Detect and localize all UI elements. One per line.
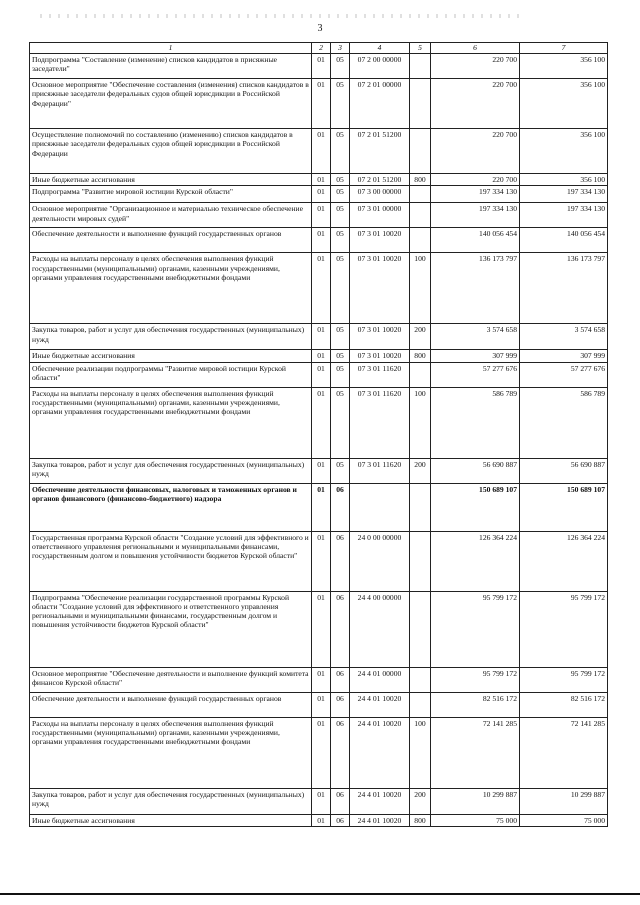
row-expense-type-code [410,483,431,531]
row-amount-year-2: 82 516 172 [520,692,608,717]
row-section-code: 01 [312,174,331,186]
row-subsection-code: 06 [331,531,350,591]
row-subsection-code: 06 [331,591,350,667]
row-target-item-code: 07 3 01 10020 [350,228,410,253]
row-amount-year-1: 82 516 172 [431,692,520,717]
row-section-code: 01 [312,692,331,717]
row-expense-type-code [410,79,431,129]
column-number: 2 [312,43,331,54]
table-row [30,186,608,203]
row-name: Иные бюджетные ассигнования [30,350,312,362]
row-target-item-code: 07 3 01 11620 [350,387,410,458]
row-subsection-code: 05 [331,79,350,129]
row-amount-year-2: 356 100 [520,79,608,129]
row-amount-year-2: 57 277 676 [520,362,608,387]
row-name: Расходы на выплаты персоналу в целях обеспечения выполнения функций государственными (муниципальными) органами, казенными учреждениями, органами управления государственными внебюджетными фондами [30,387,312,458]
row-target-item-code: 24 4 01 10020 [350,692,410,717]
row-name: Расходы на выплаты персоналу в целях обеспечения выполнения функций государственными (муниципальными) органами, казенными учреждениями, органами управления государственными внебюджетными фондами [30,253,312,324]
row-expense-type-code [410,667,431,692]
row-name: Иные бюджетные ассигнования [30,174,312,186]
row-expense-type-code [410,129,431,174]
row-name: Обеспечение реализации подпрограммы "Развитие мировой юстиции Курской области" [30,362,312,387]
table-row [30,350,608,362]
row-section-code: 01 [312,788,331,814]
row-amount-year-2: 140 056 454 [520,228,608,253]
table-row [30,324,608,350]
row-expense-type-code: 800 [410,350,431,362]
row-subsection-code: 05 [331,253,350,324]
row-target-item-code: 07 3 01 10020 [350,350,410,362]
row-expense-type-code [410,692,431,717]
row-section-code: 01 [312,814,331,826]
row-section-code: 01 [312,483,331,531]
row-name: Закупка товаров, работ и услуг для обеспечения государственных (муниципальных) нужд [30,788,312,814]
row-target-item-code: 24 4 01 00000 [350,667,410,692]
table-row [30,667,608,692]
row-subsection-code: 05 [331,129,350,174]
row-subsection-code: 05 [331,54,350,79]
table-row [30,717,608,788]
row-amount-year-1: 307 999 [431,350,520,362]
row-amount-year-1: 56 690 887 [431,458,520,483]
row-amount-year-1: 197 334 130 [431,203,520,228]
row-target-item-code: 24 4 01 10020 [350,717,410,788]
row-section-code: 01 [312,667,331,692]
row-section-code: 01 [312,591,331,667]
row-amount-year-1: 95 799 172 [431,591,520,667]
row-target-item-code: 07 2 00 00000 [350,54,410,79]
row-amount-year-2: 126 364 224 [520,531,608,591]
row-subsection-code: 06 [331,667,350,692]
table-row [30,174,608,186]
table-row [30,79,608,129]
row-target-item-code: 24 4 00 00000 [350,591,410,667]
row-name: Основное мероприятие "Обеспечение деятельности и выполнение функций комитета финансов Курской области" [30,667,312,692]
row-amount-year-1: 95 799 172 [431,667,520,692]
row-amount-year-2: 356 100 [520,174,608,186]
column-number: 6 [431,43,520,54]
row-section-code: 01 [312,54,331,79]
row-expense-type-code: 100 [410,387,431,458]
row-amount-year-2: 75 000 [520,814,608,826]
row-section-code: 01 [312,324,331,350]
row-name: Подпрограмма "Обеспечение реализации государственной программы Курской области "Создание условий для эффективного и ответственного управления региональными и муниципальными финансами, государственным долгом и повышения устойчивости бюджетов Курской области" [30,591,312,667]
table-row [30,483,608,531]
row-subsection-code: 05 [331,324,350,350]
table-row [30,253,608,324]
row-target-item-code [350,483,410,531]
row-name: Иные бюджетные ассигнования [30,814,312,826]
row-name: Осуществление полномочий по составлению (изменению) списков кандидатов в присяжные заседатели федеральных судов общей юрисдикции в Российской Федерации [30,129,312,174]
table-row [30,129,608,174]
row-amount-year-1: 220 700 [431,54,520,79]
row-name: Основное мероприятие "Организационное и материально техническое обеспечение деятельности мировых судей" [30,203,312,228]
scan-artifact-top [40,14,520,18]
row-name: Закупка товаров, работ и услуг для обеспечения государственных (муниципальных) нужд [30,458,312,483]
row-subsection-code: 05 [331,362,350,387]
row-section-code: 01 [312,531,331,591]
row-amount-year-2: 197 334 130 [520,203,608,228]
row-section-code: 01 [312,350,331,362]
row-name: Обеспечение деятельности и выполнение функций государственных органов [30,692,312,717]
row-subsection-code: 06 [331,692,350,717]
row-section-code: 01 [312,362,331,387]
row-name: Закупка товаров, работ и услуг для обеспечения государственных (муниципальных) нужд [30,324,312,350]
row-section-code: 01 [312,186,331,203]
row-subsection-code: 06 [331,717,350,788]
row-section-code: 01 [312,79,331,129]
table-row [30,387,608,458]
row-name: Основное мероприятие "Обеспечение составления (изменения) списков кандидатов в присяжные заседатели федеральных судов общей юрисдикции в Российской Федерации" [30,79,312,129]
table-row [30,54,608,79]
column-number: 4 [350,43,410,54]
row-expense-type-code [410,362,431,387]
column-number-row [30,43,608,54]
row-target-item-code: 07 3 00 00000 [350,186,410,203]
row-expense-type-code [410,228,431,253]
row-name: Расходы на выплаты персоналу в целях обеспечения выполнения функций государственными (муниципальными) органами, казенными учреждениями, органами управления государственными внебюджетными фондами [30,717,312,788]
row-section-code: 01 [312,253,331,324]
row-amount-year-2: 95 799 172 [520,591,608,667]
row-expense-type-code [410,531,431,591]
row-expense-type-code: 100 [410,717,431,788]
row-target-item-code: 24 0 00 00000 [350,531,410,591]
row-amount-year-1: 150 689 107 [431,483,520,531]
table-row [30,814,608,826]
row-amount-year-1: 220 700 [431,174,520,186]
row-target-item-code: 07 2 01 00000 [350,79,410,129]
budget-table [29,42,608,827]
row-target-item-code: 24 4 01 10020 [350,814,410,826]
row-target-item-code: 07 3 01 10020 [350,324,410,350]
row-amount-year-2: 197 334 130 [520,186,608,203]
row-amount-year-1: 10 299 887 [431,788,520,814]
row-amount-year-1: 586 789 [431,387,520,458]
row-target-item-code: 07 3 01 11620 [350,458,410,483]
row-amount-year-2: 3 574 658 [520,324,608,350]
row-target-item-code: 07 2 01 51200 [350,129,410,174]
table-row [30,692,608,717]
row-subsection-code: 05 [331,458,350,483]
column-number: 7 [520,43,608,54]
row-section-code: 01 [312,387,331,458]
row-subsection-code: 05 [331,350,350,362]
row-section-code: 01 [312,203,331,228]
row-target-item-code: 07 2 01 51200 [350,174,410,186]
column-number: 3 [331,43,350,54]
row-amount-year-1: 220 700 [431,79,520,129]
row-expense-type-code [410,186,431,203]
row-name: Обеспечение деятельности финансовых, налоговых и таможенных органов и органов финансового (финансово-бюджетного) надзора [30,483,312,531]
row-subsection-code: 05 [331,387,350,458]
row-section-code: 01 [312,228,331,253]
page-number: 3 [317,23,323,34]
row-amount-year-2: 586 789 [520,387,608,458]
row-amount-year-2: 10 299 887 [520,788,608,814]
row-amount-year-2: 307 999 [520,350,608,362]
row-amount-year-1: 197 334 130 [431,186,520,203]
row-expense-type-code: 200 [410,324,431,350]
row-amount-year-2: 150 689 107 [520,483,608,531]
row-subsection-code: 06 [331,483,350,531]
row-amount-year-2: 56 690 887 [520,458,608,483]
row-expense-type-code [410,203,431,228]
row-amount-year-2: 95 799 172 [520,667,608,692]
row-subsection-code: 05 [331,228,350,253]
row-section-code: 01 [312,458,331,483]
table-row [30,228,608,253]
row-amount-year-1: 126 364 224 [431,531,520,591]
row-subsection-code: 05 [331,203,350,228]
table-row [30,362,608,387]
row-expense-type-code: 100 [410,253,431,324]
row-expense-type-code: 200 [410,458,431,483]
row-name: Подпрограмма "Развитие мировой юстиции Курской области" [30,186,312,203]
table-row [30,458,608,483]
row-amount-year-2: 356 100 [520,129,608,174]
row-expense-type-code [410,591,431,667]
row-amount-year-1: 75 000 [431,814,520,826]
row-amount-year-1: 3 574 658 [431,324,520,350]
row-subsection-code: 06 [331,788,350,814]
row-target-item-code: 24 4 01 10020 [350,788,410,814]
row-name: Подпрограмма "Составление (изменение) списков кандидатов в присяжные заседатели" [30,54,312,79]
column-number: 1 [30,43,312,54]
row-name: Обеспечение деятельности и выполнение функций государственных органов [30,228,312,253]
row-expense-type-code: 200 [410,788,431,814]
row-expense-type-code: 800 [410,174,431,186]
row-subsection-code: 05 [331,174,350,186]
row-target-item-code: 07 3 01 10020 [350,253,410,324]
column-number: 5 [410,43,431,54]
table-row [30,203,608,228]
row-section-code: 01 [312,717,331,788]
row-amount-year-2: 136 173 797 [520,253,608,324]
row-target-item-code: 07 3 01 00000 [350,203,410,228]
table-row [30,591,608,667]
table-row [30,788,608,814]
row-amount-year-1: 136 173 797 [431,253,520,324]
row-expense-type-code: 800 [410,814,431,826]
table-row [30,531,608,591]
scan-artifact-bottom [0,893,640,895]
row-amount-year-2: 356 100 [520,54,608,79]
row-section-code: 01 [312,129,331,174]
row-subsection-code: 05 [331,186,350,203]
row-amount-year-2: 72 141 285 [520,717,608,788]
row-amount-year-1: 72 141 285 [431,717,520,788]
row-target-item-code: 07 3 01 11620 [350,362,410,387]
row-subsection-code: 06 [331,814,350,826]
row-expense-type-code [410,54,431,79]
row-name: Государственная программа Курской области "Создание условий для эффективного и ответственного управления региональными и муниципальными финансами, государственным долгом и повышения устойчивости бюджетов Курской области" [30,531,312,591]
row-amount-year-1: 140 056 454 [431,228,520,253]
row-amount-year-1: 220 700 [431,129,520,174]
row-amount-year-1: 57 277 676 [431,362,520,387]
